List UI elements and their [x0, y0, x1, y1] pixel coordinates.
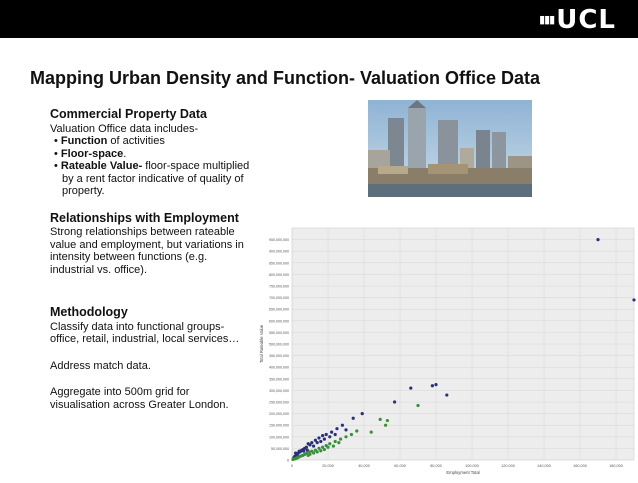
x-tick-label: 60,000 [394, 464, 406, 468]
y-tick-label: 700,000,000 [269, 296, 289, 301]
x-tick-label: 160,000 [573, 464, 587, 468]
scatter-point-office [319, 440, 322, 443]
y-tick-label: 800,000,000 [269, 272, 289, 277]
scatter-point-office [434, 383, 437, 386]
scatter-point-other [370, 431, 373, 434]
scatter-point-other [355, 429, 358, 432]
relationships-heading: Relationships with Employment [50, 210, 239, 225]
scatter-point-other [386, 419, 389, 422]
x-tick-label: 180,000 [609, 464, 623, 468]
scatter-point-office [325, 433, 328, 436]
scatter-point-office [632, 298, 635, 301]
y-tick-label: 450,000,000 [269, 354, 289, 359]
scatter-point-other [337, 441, 340, 444]
commercial-heading: Commercial Property Data [50, 107, 208, 121]
scatter-point-office [323, 438, 326, 441]
y-tick-label: 250,000,000 [269, 400, 289, 405]
ucl-logo: ▮▮▮UCL [539, 5, 616, 35]
methodology-p3: Aggregate into 500m grid for visualisation across Greater London. [50, 386, 229, 411]
text-column [50, 108, 250, 411]
scatter-point-other [319, 449, 322, 452]
bullet-rateable-value: • Rateable Value- floor-space multiplied by a rent factor indicative of quality of property. [54, 160, 250, 197]
scatter-point-other [344, 435, 347, 438]
scatter-point-office [335, 427, 338, 430]
x-tick-label: 20,000 [322, 464, 334, 468]
scatter-point-office [445, 393, 448, 396]
x-tick-label: 80,000 [430, 464, 442, 468]
y-tick-label: 950,000,000 [269, 238, 289, 243]
y-tick-label: 900,000,000 [269, 249, 289, 254]
y-tick-label: 0 [287, 458, 289, 463]
scatter-point-office [341, 424, 344, 427]
y-tick-label: 550,000,000 [269, 330, 289, 335]
scatter-point-office [431, 384, 434, 387]
scatter-point-other [316, 450, 319, 453]
scatter-point-other [291, 458, 294, 461]
methodology-heading: Methodology [50, 305, 128, 319]
scatter-point-office [316, 441, 319, 444]
scatter-chart [256, 222, 638, 478]
scatter-point-other [379, 418, 382, 421]
commercial-intro: Valuation Office data includes- [50, 122, 199, 135]
methodology-p1: Classify data into functional groups- office, retail, industrial, local services… [50, 320, 240, 345]
y-tick-label: 100,000,000 [269, 435, 289, 440]
scatter-point-office [393, 400, 396, 403]
scatter-point-other [416, 404, 419, 407]
x-tick-label: 140,000 [537, 464, 551, 468]
scatter-point-other [332, 444, 335, 447]
y-tick-label: 300,000,000 [269, 388, 289, 393]
y-tick-label: 350,000,000 [269, 377, 289, 382]
scatter-point-other [312, 451, 315, 454]
scatter-point-other [307, 454, 310, 457]
y-tick-label: 650,000,000 [269, 307, 289, 312]
y-tick-label: 750,000,000 [269, 284, 289, 289]
x-tick-label: 120,000 [501, 464, 515, 468]
scatter-point-office [294, 451, 297, 454]
skyline-photo [368, 100, 532, 197]
scatter-point-other [350, 433, 353, 436]
bullet-floor-space: • Floor-space. [54, 147, 127, 160]
x-tick-label: 0 [290, 464, 294, 468]
scatter-point-other [328, 442, 331, 445]
x-axis-label: Employment Total [446, 470, 480, 475]
y-tick-label: 150,000,000 [269, 423, 289, 428]
y-tick-label: 400,000,000 [269, 365, 289, 370]
scatter-point-other [323, 448, 326, 451]
relationships-body: Strong relationships between rateable value and employment, but variations in intensity between functions (e.g. industrial vs. office). [50, 226, 244, 276]
scatter-point-office [352, 417, 355, 420]
x-tick-label: 40,000 [358, 464, 370, 468]
scatter-point-other [334, 440, 337, 443]
logo-mark-icon: ▮▮▮ [539, 13, 555, 26]
scatter-point-office [596, 238, 599, 241]
y-axis-label: Total Rateable Value [259, 324, 264, 364]
y-tick-label: 50,000,000 [271, 446, 289, 451]
slide-title: Mapping Urban Density and Function- Valuation Office Data [30, 68, 541, 88]
header-bar [0, 0, 638, 38]
scatter-point-office [361, 412, 364, 415]
scatter-point-office [302, 450, 305, 453]
y-tick-label: 500,000,000 [269, 342, 289, 347]
scatter-point-office [328, 435, 331, 438]
methodology-p2: Address match data. [50, 359, 151, 372]
scatter-point-office [344, 428, 347, 431]
scatter-point-other [384, 424, 387, 427]
scatter-point-office [334, 433, 337, 436]
y-tick-label: 200,000,000 [269, 412, 289, 417]
scatter-point-office [312, 444, 315, 447]
scatter-point-office [321, 434, 324, 437]
scatter-point-other [339, 438, 342, 441]
scatter-point-office [409, 386, 412, 389]
scatter-point-office [330, 431, 333, 434]
x-tick-label: 100,000 [465, 464, 479, 468]
scatter-point-other [326, 446, 329, 449]
skyline-image-icon [368, 100, 532, 197]
y-tick-label: 850,000,000 [269, 261, 289, 266]
bullet-function: • Function of activities [54, 135, 165, 147]
scatter-point-office [307, 442, 310, 445]
scatter-point-office [317, 436, 320, 439]
chart-svg [256, 222, 638, 478]
y-tick-label: 600,000,000 [269, 319, 289, 324]
